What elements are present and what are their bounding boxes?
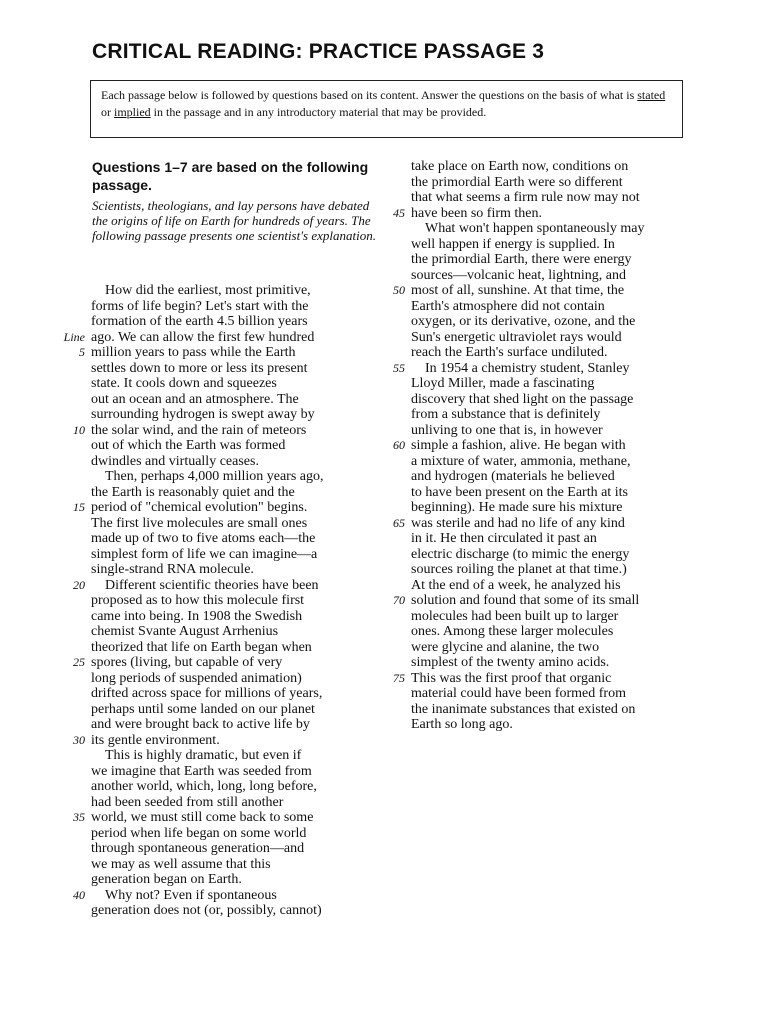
left-line: simplest form of life we can imagine—a [91,546,318,562]
left-line: Different scientific theories have been [105,577,319,593]
instructions-or: or [101,105,114,119]
instructions-box [90,80,683,138]
right-line: unliving to one that is, in however [411,422,603,438]
left-line: theorized that life on Earth began when [91,639,312,655]
left-line: chemist Svante August Arrhenius [91,624,279,639]
left-line: surrounding hydrogen is swept away by [91,407,315,422]
right-line: the primordial Earth, there were energy [411,252,632,267]
instructions-text-1: Each passage below is followed by questions based on its content. Answer the questions on the basis of what is [101,88,638,102]
left-line: its gentle environment. [91,732,220,748]
left-line: another world, which, long, long before, [91,779,317,794]
right-line: in it. He then circulated it past an [411,531,597,546]
right-line: Earth's atmosphere did not contain [411,298,605,314]
right-line: oxygen, or its derivative, ozone, and the [411,314,636,329]
left-line: forms of life begin? Let's start with the [91,298,309,314]
passage-intro: Scientists, theologians, and lay persons have debated the origins of life on Earth for hundreds of years. The following passage presents one scientist's explanation. [92,198,376,243]
right-line: material could have been formed from [411,686,626,701]
right-line: simple a fashion, alive. He began with [411,438,626,453]
left-line-number: 15 [73,500,85,514]
implied-word: implied [114,105,151,119]
left-line: through spontaneous generation—and [91,841,305,856]
right-line-number: 75 [393,670,405,685]
right-line: and hydrogen (materials he believed [411,469,615,484]
right-line-number: 50 [393,283,405,297]
right-line: reach the Earth's surface undiluted. [411,345,608,360]
right-line-number: 45 [393,205,405,220]
left-line: the solar wind, and the rain of meteors [91,422,307,438]
right-line: the inanimate substances that existed on [411,701,636,717]
right-line: was sterile and had no life of any kind [411,515,625,531]
right-line: to have been present on the Earth at its [411,484,628,500]
left-line: settles down to more or less its present [91,360,308,376]
left-line-number: 35 [73,810,85,824]
left-line: Why not? Even if spontaneous [105,887,277,903]
instructions-text-2: in the passage and in any introductory material that may be provided. [150,105,487,119]
left-line-number: 25 [73,655,85,669]
right-line-number: 65 [393,515,405,530]
right-line: ones. Among these larger molecules [411,624,614,639]
right-line: discovery that shed light on the passage [411,391,634,407]
right-line: most of all, sunshine. At that time, the [411,283,625,298]
left-line: This is highly dramatic, but even if [105,748,302,763]
right-line: electric discharge (to mimic the energy [411,546,630,562]
questions-heading: Questions 1–7 are based on the following passage. [92,159,369,193]
left-line: How did the earliest, most primitive, [105,283,311,298]
right-line: Sun's energetic ultraviolet rays would [411,329,622,345]
right-line: At the end of a week, he analyzed his [411,577,621,593]
page-title: CRITICAL READING: PRACTICE PASSAGE 3 [92,40,545,63]
right-line-number: 70 [393,593,405,607]
left-line: long periods of suspended animation) [91,670,302,686]
right-line: molecules had been built up to larger [411,608,619,624]
right-line: were glycine and alanine, the two [411,639,600,655]
left-line: came into being. In 1908 the Swedish [91,608,303,624]
left-line: The first live molecules are small ones [91,515,308,531]
left-line: had been seeded from still another [91,794,284,810]
left-line-number: 30 [73,732,85,747]
right-line: from a substance that is definitely [411,407,601,422]
left-line: proposed as to how this molecule first [91,593,305,608]
left-line: out an ocean and an atmosphere. The [91,391,299,407]
left-line: million years to pass while the Earth [91,345,296,360]
left-line: spores (living, but capable of very [91,655,283,670]
right-line: sources—volcanic heat, lightning, and [411,267,626,283]
left-line: the Earth is reasonably quiet and the [91,484,295,500]
left-line-number: 10 [73,422,85,437]
right-line: sources roiling the planet at that time.) [411,562,627,577]
left-line: period when life began on some world [91,825,307,841]
line-label: Line [63,329,85,344]
left-line: ago. We can allow the first few hundred [91,329,315,345]
right-line: This was the first proof that organic [411,670,612,686]
left-line: dwindles and virtually ceases. [91,453,259,469]
right-line: that what seems a firm rule now may not [411,190,640,205]
left-line-number: 40 [73,887,85,902]
left-line: generation does not (or, possibly, cannot) [91,903,322,918]
right-line: What won't happen spontaneously may [425,221,645,236]
left-line: formation of the earth 4.5 billion years [91,314,308,329]
right-line-number: 55 [393,360,405,375]
left-line-number: 20 [73,577,85,592]
left-line: and were brought back to active life by [91,717,310,732]
right-line: have been so firm then. [411,205,543,221]
left-line: we imagine that Earth was seeded from [91,763,312,779]
left-line: out of which the Earth was formed [91,438,286,453]
right-line-number: 60 [393,438,405,452]
right-line: the primordial Earth were so different [411,174,623,190]
left-line: made up of two to five atoms each—the [91,531,316,546]
stated-word: stated [637,88,666,102]
right-line: well happen if energy is supplied. In [411,236,615,252]
left-line: drifted across space for millions of years, [91,686,323,701]
right-line: In 1954 a chemistry student, Stanley [425,360,630,376]
left-line: single-strand RNA molecule. [91,562,254,577]
left-line: generation began on Earth. [91,872,242,887]
left-line: Then, perhaps 4,000 million years ago, [105,469,324,484]
right-line: Earth so long ago. [411,717,513,732]
right-line: simplest of the twenty amino acids. [411,655,610,670]
right-line: Lloyd Miller, made a fascinating [411,376,595,391]
left-line: we may as well assume that this [91,856,271,872]
left-line: state. It cools down and squeezes [91,376,277,391]
left-line: world, we must still come back to some [91,810,314,825]
right-line: a mixture of water, ammonia, methane, [411,453,631,469]
right-line: solution and found that some of its small [411,593,640,608]
left-line-number: 5 [79,345,85,359]
left-line: period of "chemical evolution" begins. [91,500,308,515]
right-line: take place on Earth now, conditions on [411,159,629,174]
right-line: beginning). He made sure his mixture [411,500,623,515]
left-line: perhaps until some landed on our planet [91,701,315,717]
